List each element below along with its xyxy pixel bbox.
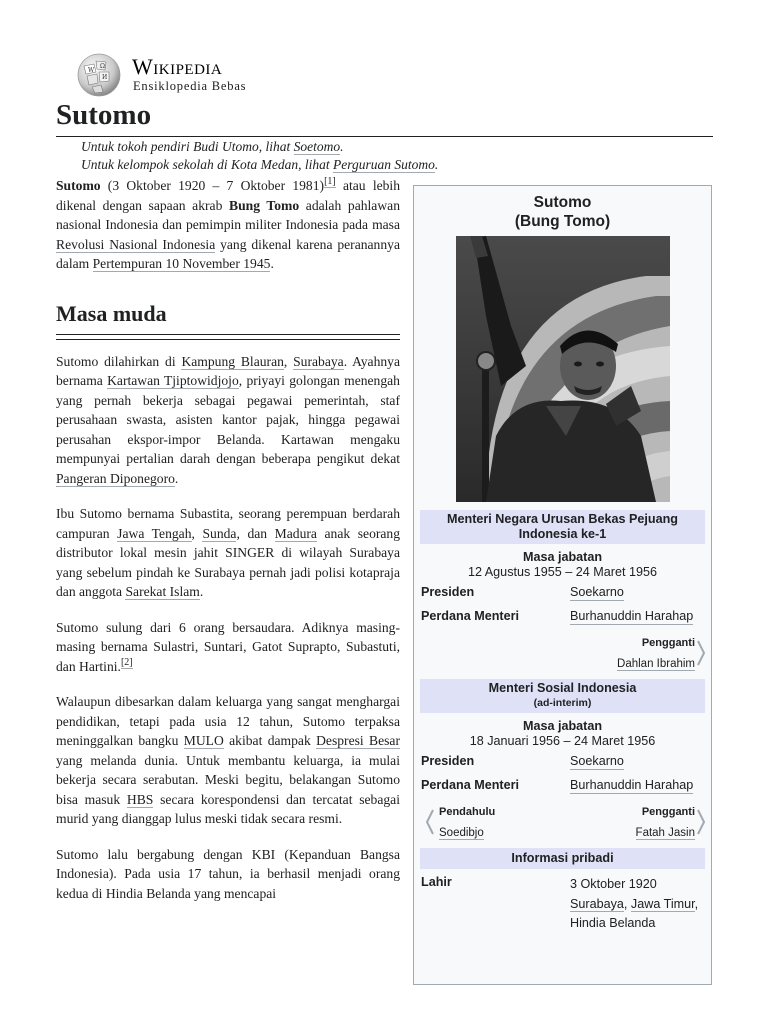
birth-place — [570, 895, 710, 934]
title-divider — [56, 136, 713, 137]
office-header-menteri-sosial — [420, 679, 705, 713]
paragraph-text: secara korespondensi dan tercatat sebagai murid yang dianggap lulus meski tidak secara resmi. — [56, 791, 400, 826]
link-kartawan-tjiptowidjojo[interactable]: Kartawan Tjiptowidjojo — [107, 373, 239, 388]
prime-minister-row — [414, 778, 711, 802]
paragraph-1 — [56, 352, 400, 489]
intro-paragraph — [56, 176, 400, 274]
subject-nickname: Bung Tomo — [229, 197, 300, 213]
link-kampung-blauran[interactable]: Kampung Blauran — [181, 353, 284, 369]
personal-info-header: Informasi pribadi — [420, 848, 705, 869]
paragraph-text: , priyayi golongan menengah yang pernah bekerja sebagai pegawai pemerintah, staf perusahaan swasta, asisten kantor pajak, hingga pegawai perusahan ekspor-impor Belanda. Kartawan mengaku mempunyai pertalian darah dengan beberapa pengikut dekat — [56, 373, 400, 466]
infobox-name: Sutomo — [533, 194, 592, 211]
paragraph-5 — [56, 845, 400, 904]
predecessor-link[interactable]: Soedibjo — [439, 827, 484, 839]
intro-text: adalah pahlawan nasional Indonesia dan pemimpin militer Indonesia pada masa — [56, 197, 400, 232]
paragraph-text: Sutomo sulung dari 6 orang bersaudara. Adiknya masing-masing bernama Sulastri, Suntari, Gatot Suprapto, Subastuti, dan Hartini. — [56, 619, 400, 674]
president-link[interactable]: Soekarno — [570, 754, 624, 768]
predecessor-label: Pendahulu — [439, 806, 496, 818]
reference-1[interactable]: [1] — [324, 176, 336, 188]
successor-box — [617, 633, 695, 674]
hatnote-text: . — [340, 139, 344, 154]
term-dates: 18 Januari 1956 – 24 Maret 1956 — [469, 734, 656, 748]
president-row — [414, 754, 711, 778]
paragraph-4 — [56, 692, 400, 829]
link-sunda[interactable]: Sunda — [202, 525, 237, 541]
paragraph-text: Sutomo lalu bergabung dengan KBI (Kepanduan Bangsa Indonesia). Pada usia 17 tahun, ia berhasil menjadi orang kedua di Hindia Belanda yang mencapai — [56, 846, 400, 901]
wikipedia-wordmark[interactable]: Wikipedia — [132, 54, 223, 79]
prime-minister-row — [414, 609, 711, 633]
prime-minister-link[interactable]: Burhanuddin Harahap — [570, 609, 694, 623]
intro-text: yang dikenal karena peranannya dalam — [56, 236, 400, 271]
office-title: Menteri Sosial Indonesia — [488, 681, 637, 695]
intro-text: atau lebih dikenal dengan sapaan akrab — [56, 178, 401, 213]
paragraph-text: Ibu Sutomo bernama Subastita, seorang perempuan berdarah campuran — [56, 506, 400, 541]
president-link[interactable]: Soekarno — [570, 585, 624, 599]
term-dates: 12 Agustus 1955 – 24 Maret 1956 — [467, 565, 658, 579]
paragraph-3 — [56, 618, 400, 677]
president-label: Presiden — [421, 754, 475, 768]
infobox — [413, 185, 712, 985]
link-pertempuran-10-november[interactable]: Pertempuran 10 November 1945 — [92, 256, 271, 271]
subject-name: Sutomo — [56, 178, 101, 193]
portrait-image[interactable] — [456, 236, 670, 502]
section-heading-masa-muda: Masa muda — [56, 300, 167, 326]
paragraph-text: yang melanda dunia. Untuk membantu keluarga, ia mulai bekerja secara serabutan. Meski begitu, belakangan Sutomo bisa masuk — [56, 752, 400, 807]
infobox-alias: (Bung Tomo) — [514, 213, 611, 230]
hatnote-link-perguruan-sutomo[interactable]: Perguruan Sutomo — [332, 157, 435, 172]
reference-2[interactable]: [2] — [120, 656, 133, 668]
link-surabaya[interactable]: Surabaya — [293, 353, 344, 369]
paragraph-text: akibat dampak — [223, 733, 317, 748]
link-revolusi-nasional-indonesia[interactable]: Revolusi Nasional Indonesia — [56, 236, 216, 252]
president-row — [414, 585, 711, 609]
previous-arrow-icon[interactable] — [426, 809, 434, 835]
birth-row — [414, 875, 711, 945]
site-header — [74, 52, 374, 98]
paragraph-2 — [56, 504, 400, 602]
link-jawa-tengah[interactable]: Jawa Tengah — [117, 525, 192, 541]
prime-minister-label: Perdana Menteri — [421, 778, 519, 792]
paragraph-text: , dan — [236, 525, 275, 541]
hatnote-line-2 — [81, 156, 438, 174]
link-madura[interactable]: Madura — [274, 525, 317, 541]
article-body — [56, 176, 400, 919]
succession-nav — [414, 633, 711, 673]
page-title: Sutomo — [56, 99, 152, 131]
link-jawa-timur[interactable]: Jawa Timur — [630, 896, 695, 911]
hatnote-text: . — [434, 157, 439, 172]
successor-link[interactable]: Dahlan Ibrahim — [617, 658, 695, 670]
separator: , — [623, 896, 631, 911]
office-header-menteri-pejuang: Menteri Negara Urusan Bekas Pejuang Indonesia ke-1 — [420, 510, 705, 544]
prime-minister-link[interactable]: Burhanuddin Harahap — [570, 778, 694, 792]
president-label: Presiden — [421, 585, 475, 599]
birth-value — [570, 875, 710, 934]
svg-text:И: И — [102, 74, 108, 81]
birth-label: Lahir — [421, 875, 452, 889]
prime-minister-label: Perdana Menteri — [421, 609, 519, 623]
successor-label: Pengganti — [641, 806, 695, 818]
birth-country: , Hindia Belanda — [570, 896, 699, 930]
predecessor-box — [439, 802, 495, 843]
link-despresi-besar[interactable]: Despresi Besar — [316, 733, 400, 748]
paragraph-text: Sutomo dilahirkan di — [56, 353, 182, 369]
term-label: Masa jabatan — [522, 550, 603, 564]
paragraph-text: . — [199, 584, 204, 599]
office-note: (ad-interim) — [533, 697, 592, 709]
link-surabaya-birthplace[interactable]: Surabaya — [570, 896, 624, 911]
intro-text: (3 Oktober 1920 – 7 Oktober 1981) — [100, 178, 325, 193]
successor-label: Pengganti — [641, 637, 695, 649]
paragraph-text: . Ayahnya bernama — [56, 353, 401, 388]
paragraph-text: , — [191, 525, 203, 541]
birth-date: 3 Oktober 1920 — [570, 877, 657, 891]
hatnote-line-1 — [81, 138, 438, 156]
paragraph-text: . — [174, 470, 179, 486]
paragraph-text: , — [283, 353, 294, 369]
term-label: Masa jabatan — [522, 719, 603, 733]
paragraph-text: anak seorang distributor lokal mesin jahit SINGER di wilayah Surabaya yang sebelum pindah ke Surabaya pernah jadi polisi kotapraja dan anggota — [56, 525, 401, 599]
section-divider — [56, 334, 400, 340]
svg-text:Ω: Ω — [100, 63, 105, 70]
intro-text: . — [270, 256, 274, 271]
next-arrow-icon[interactable] — [697, 809, 705, 835]
link-sarekat-islam[interactable]: Sarekat Islam — [125, 584, 200, 599]
next-arrow-icon[interactable] — [697, 640, 705, 666]
link-hbs[interactable]: HBS — [126, 791, 154, 807]
svg-text:W: W — [88, 67, 95, 74]
succession-nav — [414, 802, 711, 842]
paragraph-text: Walaupun dibesarkan dalam keluarga yang sangat menghargai pendidikan, tetapi pada usia 12 tahun, Sutomo terpaksa meninggalkan bangku — [56, 694, 400, 748]
hatnote-link-soetomo[interactable]: Soetomo — [293, 139, 341, 154]
hatnote-text: Untuk kelompok sekolah di Kota Medan, lihat — [81, 157, 333, 172]
wikipedia-tagline: Ensiklopedia Bebas — [133, 79, 247, 93]
hatnote — [81, 138, 438, 174]
hatnote-text: Untuk tokoh pendiri Budi Utomo, lihat — [81, 139, 294, 154]
link-mulo[interactable]: MULO — [183, 733, 224, 748]
successor-link[interactable]: Fatah Jasin — [635, 827, 695, 839]
link-pangeran-diponegoro[interactable]: Pangeran Diponegoro — [56, 470, 175, 486]
successor-box — [636, 802, 695, 843]
wikipedia-globe-logo[interactable] — [74, 52, 124, 98]
